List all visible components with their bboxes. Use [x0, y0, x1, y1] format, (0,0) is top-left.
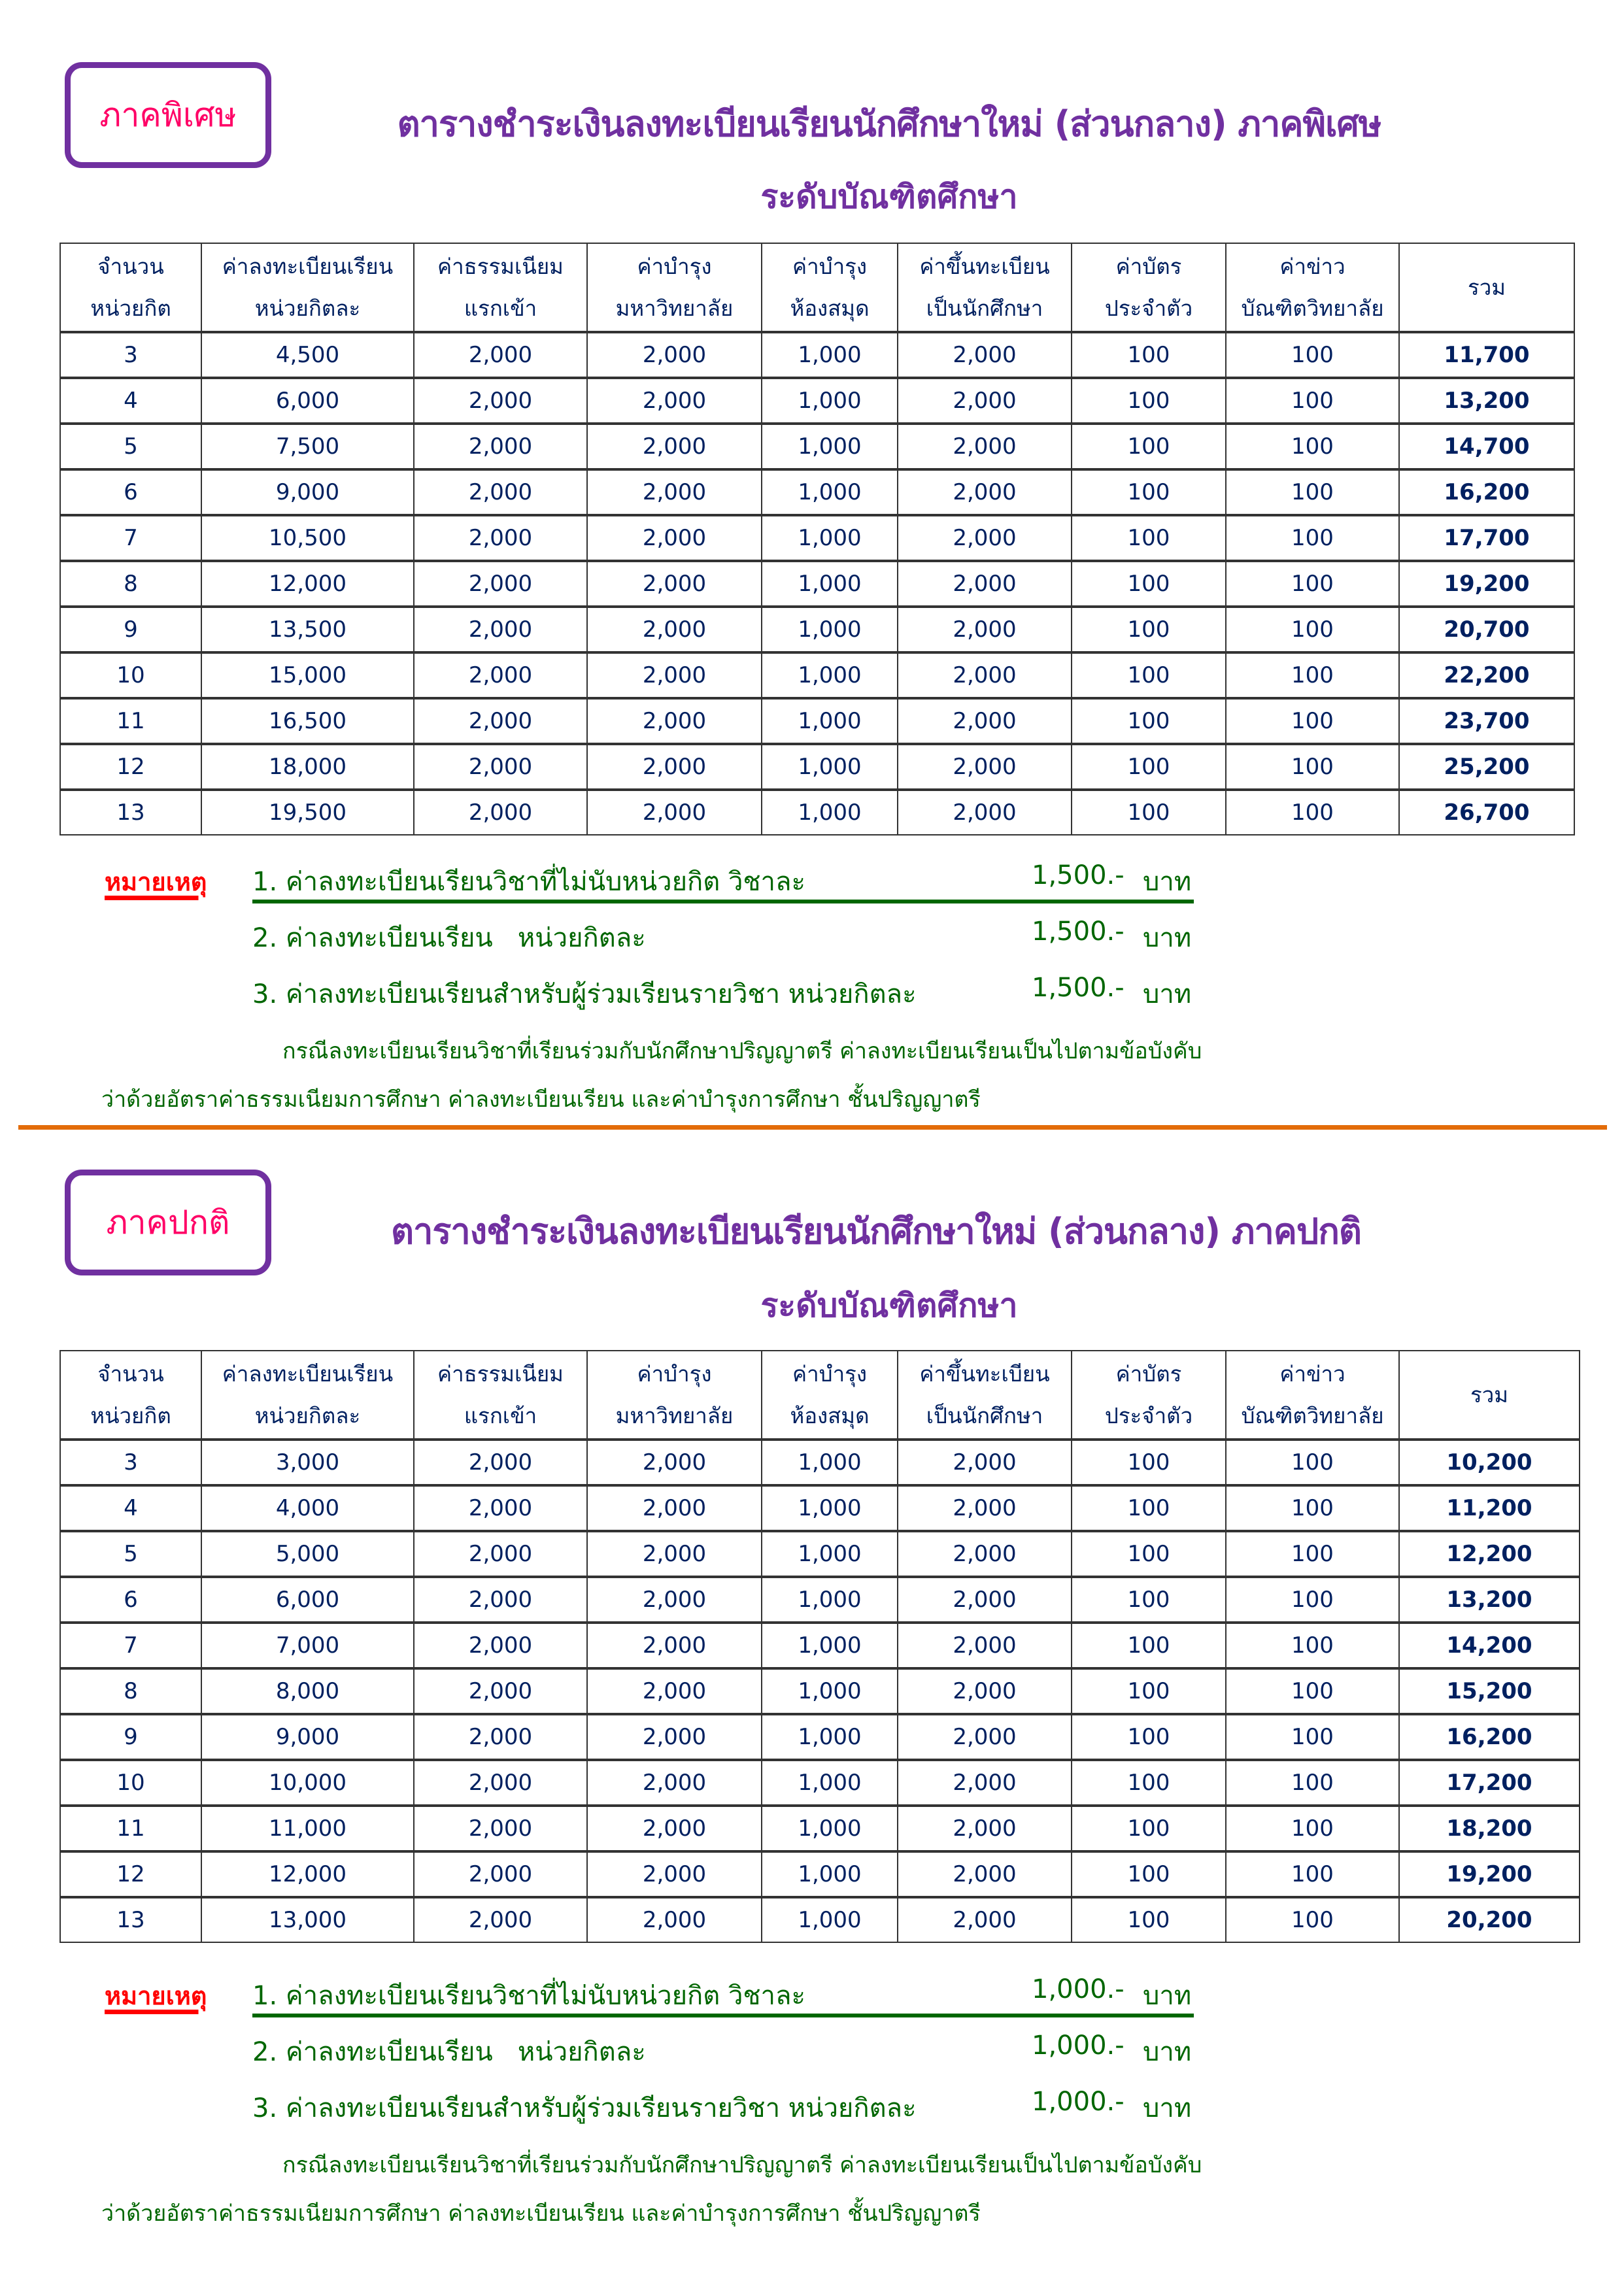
table-row: 11 16,500 2,000 2,000 1,000 2,000 100 100 23,700	[60, 698, 1574, 744]
col-header-university-fee: ค่าบำรุง มหาวิทยาลัย	[587, 243, 762, 332]
table-row: 13 19,500 2,000 2,000 1,000 2,000 100 100 26,700	[60, 790, 1574, 835]
col-header-news-fee: ค่าข่าว บัณฑิตวิทยาลัย	[1226, 243, 1399, 332]
table-row: 13 13,000 2,000 2,000 1,000 2,000 100 100 20,200	[60, 1897, 1580, 1942]
col-header-entrance-fee: ค่าธรรมเนียม แรกเข้า	[414, 1351, 587, 1440]
note-item: 1. ค่าลงทะเบียนเรียนวิชาที่ไม่นับหน่วยกิต วิชาละ 1,500.- บาท	[252, 860, 1194, 903]
note-label: หมายเหตุ	[105, 1982, 207, 2010]
col-header-tuition-per-credit: ค่าลงทะเบียนเรียน หน่วยกิตละ	[201, 243, 414, 332]
section-divider	[18, 1125, 1607, 1130]
col-header-tuition-per-credit: ค่าลงทะเบียนเรียน หน่วยกิตละ	[201, 1351, 414, 1440]
note-item: 3. ค่าลงทะเบียนเรียนสำหรับผู้ร่วมเรียนรายวิชา หน่วยกิตละ 1,500.- บาท	[252, 973, 1192, 1009]
note-paragraph-line-2: ว่าด้วยอัตราค่าธรรมเนียมการศึกษา ค่าลงทะเบียนเรียน และค่าบำรุงการศึกษา ชั้นปริญญาตรี	[101, 2201, 981, 2227]
table-row: 9 13,500 2,000 2,000 1,000 2,000 100 100 20,700	[60, 607, 1574, 652]
col-header-news-fee: ค่าข่าว บัณฑิตวิทยาลัย	[1226, 1351, 1399, 1440]
table-row: 10 10,000 2,000 2,000 1,000 2,000 100 100 17,200	[60, 1760, 1580, 1806]
note-item: 3. ค่าลงทะเบียนเรียนสำหรับผู้ร่วมเรียนรายวิชา หน่วยกิตละ 1,000.- บาท	[252, 2087, 1192, 2123]
table-row: 3 4,500 2,000 2,000 1,000 2,000 100 100 11,700	[60, 332, 1574, 378]
table-row: 6 9,000 2,000 2,000 1,000 2,000 100 100 16,200	[60, 469, 1574, 515]
note-paragraph-line-2: ว่าด้วยอัตราค่าธรรมเนียมการศึกษา ค่าลงทะเบียนเรียน และค่าบำรุงการศึกษา ชั้นปริญญาตรี	[101, 1087, 981, 1113]
table-row: 11 11,000 2,000 2,000 1,000 2,000 100 100 18,200	[60, 1806, 1580, 1851]
table-row: 12 12,000 2,000 2,000 1,000 2,000 100 100 19,200	[60, 1851, 1580, 1897]
col-header-university-fee: ค่าบำรุง มหาวิทยาลัย	[587, 1351, 762, 1440]
table-row: 8 12,000 2,000 2,000 1,000 2,000 100 100 19,200	[60, 561, 1574, 607]
table-row: 3 3,000 2,000 2,000 1,000 2,000 100 100 10,200	[60, 1440, 1580, 1485]
table-header-row	[60, 1351, 1580, 1440]
program-badge	[65, 1170, 271, 1275]
col-header-entrance-fee: ค่าธรรมเนียม แรกเข้า	[414, 243, 587, 332]
note-paragraph-line-1: กรณีลงทะเบียนเรียนวิชาที่เรียนร่วมกับนักศึกษาปริญญาตรี ค่าลงทะเบียนเรียนเป็นไปตามข้อบังคับ	[282, 2152, 1202, 2178]
program-badge	[65, 62, 271, 168]
col-header-credits: จำนวน หน่วยกิต	[60, 1351, 201, 1440]
col-header-id-card-fee: ค่าบัตร ประจำตัว	[1072, 1351, 1226, 1440]
col-header-registration-fee: ค่าขึ้นทะเบียน เป็นนักศึกษา	[898, 243, 1072, 332]
note-label: หมายเหตุ	[105, 868, 207, 896]
table-row: 10 15,000 2,000 2,000 1,000 2,000 100 100 22,200	[60, 652, 1574, 698]
table-row: 7 10,500 2,000 2,000 1,000 2,000 100 100 17,700	[60, 515, 1574, 561]
fee-table	[59, 243, 1575, 835]
note-item: 1. ค่าลงทะเบียนเรียนวิชาที่ไม่นับหน่วยกิต วิชาละ 1,000.- บาท	[252, 1974, 1194, 2017]
note-paragraph-line-1: กรณีลงทะเบียนเรียนวิชาที่เรียนร่วมกับนักศึกษาปริญญาตรี ค่าลงทะเบียนเรียนเป็นไปตามข้อบังคับ	[282, 1038, 1202, 1064]
table-row: 9 9,000 2,000 2,000 1,000 2,000 100 100 16,200	[60, 1714, 1580, 1760]
col-header-library-fee: ค่าบำรุง ห้องสมุด	[762, 1351, 898, 1440]
table-header-row	[60, 243, 1574, 332]
note-item: 2. ค่าลงทะเบียนเรียน หน่วยกิตละ 1,000.- บาท	[252, 2031, 1192, 2067]
note-item: 2. ค่าลงทะเบียนเรียน หน่วยกิตละ 1,500.- บาท	[252, 917, 1192, 953]
col-header-credits: จำนวน หน่วยกิต	[60, 243, 201, 332]
page-title: ตารางชำระเงินลงทะเบียนเรียนนักศึกษาใหม่ (ส่วนกลาง) ภาคพิเศษ	[397, 103, 1381, 144]
page-title: ตารางชำระเงินลงทะเบียนเรียนนักศึกษาใหม่ (ส่วนกลาง) ภาคปกติ	[391, 1211, 1361, 1252]
col-header-library-fee: ค่าบำรุง ห้องสมุด	[762, 243, 898, 332]
col-header-id-card-fee: ค่าบัตร ประจำตัว	[1072, 243, 1226, 332]
table-row: 7 7,000 2,000 2,000 1,000 2,000 100 100 14,200	[60, 1623, 1580, 1668]
col-header-total: รวม	[1399, 1351, 1580, 1440]
fee-table	[59, 1350, 1580, 1943]
table-row: 8 8,000 2,000 2,000 1,000 2,000 100 100 15,200	[60, 1668, 1580, 1714]
col-header-registration-fee: ค่าขึ้นทะเบียน เป็นนักศึกษา	[898, 1351, 1072, 1440]
table-row: 6 6,000 2,000 2,000 1,000 2,000 100 100 13,200	[60, 1577, 1580, 1623]
page-subtitle: ระดับบัณฑิตศึกษา	[760, 1287, 1018, 1324]
col-header-total: รวม	[1399, 243, 1574, 332]
table-row: 4 4,000 2,000 2,000 1,000 2,000 100 100 11,200	[60, 1485, 1580, 1531]
table-row: 4 6,000 2,000 2,000 1,000 2,000 100 100 13,200	[60, 378, 1574, 424]
page-subtitle: ระดับบัณฑิตศึกษา	[760, 178, 1018, 216]
program-badge-label: ภาคพิเศษ	[99, 95, 237, 134]
program-badge-label: ภาคปกติ	[106, 1203, 230, 1241]
table-row: 5 5,000 2,000 2,000 1,000 2,000 100 100 12,200	[60, 1531, 1580, 1577]
table-row: 12 18,000 2,000 2,000 1,000 2,000 100 100 25,200	[60, 744, 1574, 790]
table-row: 5 7,500 2,000 2,000 1,000 2,000 100 100 14,700	[60, 424, 1574, 469]
